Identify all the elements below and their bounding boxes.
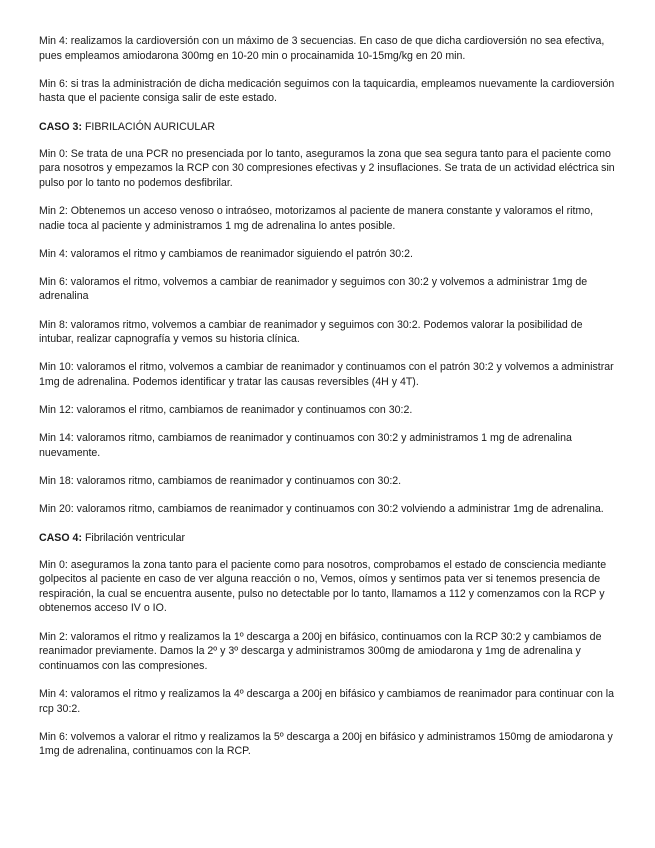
caso3-paragraph: Min 20: valoramos ritmo, cambiamos de reanimador y continuamos con 30:2 volviendo a administrar 1mg de adrenalina.	[39, 503, 604, 516]
section-heading-caso4-title: Fibrilación ventricular	[84, 531, 186, 544]
caso3-paragraph: Min 2: Obtenemos un acceso venoso o intraóseo, motorizamos al paciente de manera constante y valoramos el ritmo, nadie toca al paciente y administramos 1 mg de adrenalina lo antes posible.	[39, 204, 594, 232]
section-heading-caso3-label: CASO 3:	[39, 120, 82, 133]
section-heading-caso3-title: FIBRILACIÓN AURICULAR	[84, 120, 216, 133]
caso3-paragraph: Min 6: valoramos el ritmo, volvemos a cambiar de reanimador y seguimos con 30:2 y volvemos a administrar 1mg de adrenalina	[39, 275, 588, 303]
caso3-paragraph: Min 12: valoramos el ritmo, cambiamos de reanimador y continuamos con 30:2.	[39, 404, 413, 417]
section-heading-caso4-label: CASO 4:	[39, 531, 82, 544]
caso4-paragraph: Min 6: volvemos a valorar el ritmo y realizamos la 5º descarga a 200j en bifásico y administramos 150mg de amiodarona y 1mg de adrenalina, continuamos con la RCP.	[39, 730, 613, 758]
caso4-paragraph: Min 4: valoramos el ritmo y realizamos la 4º descarga a 200j en bifásico y cambiamos de reanimador para continuar con la rcp 30:2.	[39, 687, 615, 715]
section-heading-caso4	[39, 531, 619, 546]
caso3-paragraph: Min 18: valoramos ritmo, cambiamos de reanimador y continuamos con 30:2.	[39, 475, 402, 488]
paragraph-min6-cardioversion: Min 6: si tras la administración de dicha medicación seguimos con la taquicardia, empleamos nuevamente la cardioversión hasta que el paciente consiga salir de este estado.	[39, 77, 615, 105]
paragraph-min4-cardioversion: Min 4: realizamos la cardioversión con un máximo de 3 secuencias. En caso de que dicha cardioversión no sea efectiva, pues empleamos amiodarona 300mg en 10-20 min o procainamida 10-15mg/kg en 20 min.	[39, 35, 605, 62]
caso3-paragraph: Min 0: Se trata de una PCR no presenciada por lo tanto, aseguramos la zona que sea segura tanto para el paciente como para nosotros y empezamos la RCP con 30 compresiones efectivas y 2 insuflaciones. Se trata de un actividad eléctrica sin pulso por lo tanto no podemos desfibrilar.	[39, 147, 615, 189]
caso3-paragraph: Min 14: valoramos ritmo, cambiamos de reanimador y continuamos con 30:2 y administramos 1 mg de adrenalina nuevamente.	[39, 432, 572, 460]
caso3-paragraph: Min 4: valoramos el ritmo y cambiamos de reanimador siguiendo el patrón 30:2.	[39, 247, 413, 260]
caso4-paragraph: Min 0: aseguramos la zona tanto para el paciente como para nosotros, comprobamos el estado de consciencia mediante golpecitos al paciente en caso de ver alguna reacción o no, Vemos, oímos y sentimos pata ver si tenemos presencia de respiración, la cual se encuentra ausente, pulso no detectable por lo tanto, llamamos a 112 y comenzamos con la RCP y obtenemos acceso IV o IO.	[39, 558, 607, 615]
caso4-paragraph: Min 2: valoramos el ritmo y realizamos la 1º descarga a 200j en bifásico, continuamos con la RCP 30:2 y cambiamos de reanimador previamente. Damos la 2º y 3º descarga y administramos 300mg de amiodarona y 1mg de adrenalina y continuamos con las compresiones.	[39, 630, 602, 672]
caso3-paragraph: Min 10: valoramos el ritmo, volvemos a cambiar de reanimador y continuamos con el patrón 30:2 y volvemos a administrar 1mg de adrenalina. Podemos identificar y tratar las causas reversibles (4H y 4T).	[39, 361, 614, 389]
section-heading-caso3	[39, 120, 619, 135]
caso3-paragraph: Min 8: valoramos ritmo, volvemos a cambiar de reanimador y seguimos con 30:2. Podemos valorar la posibilidad de intubar, realizar capnografía y vemos su historia clínica.	[39, 318, 583, 346]
document-page	[39, 34, 619, 772]
